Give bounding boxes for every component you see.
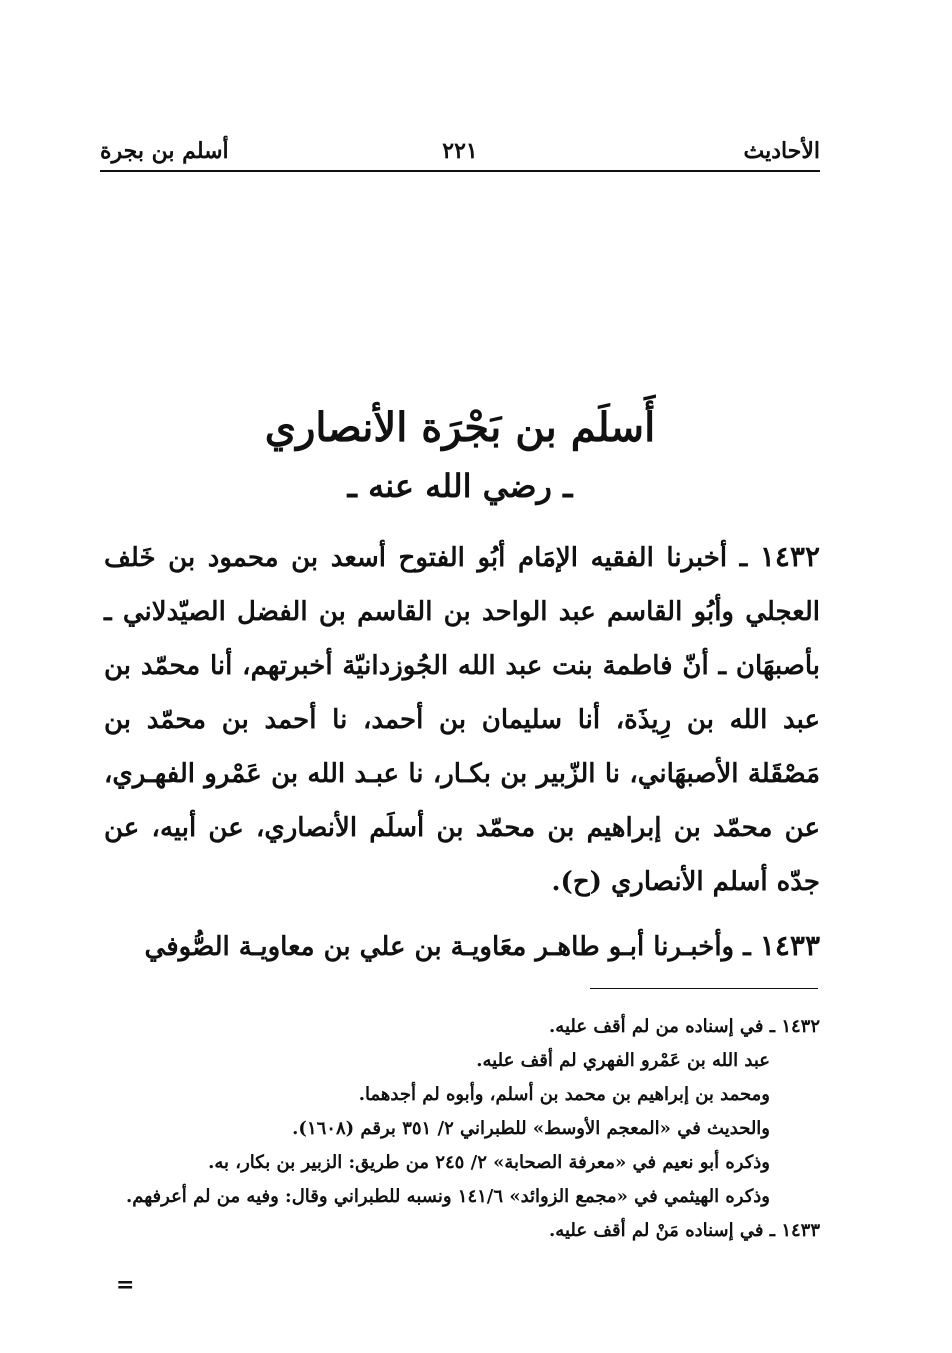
running-header bbox=[100, 130, 820, 170]
hadith-text: ـ وأخبـرنا أبـو طاهـر معَاويـة بن علي بن معاويـة الصُّوفي bbox=[144, 932, 760, 962]
chapter-title: أَسلَم بن بَجْرَة الأنصاري bbox=[264, 404, 656, 451]
hadith-text: ـ أخبرنا الفقيه الإمَام أبُو الفتوح أسعد بن محمود بن خَلف العجلي وأبُو القاسم عبد الواحد بن القاسم بن الفضل الصيّدلاني ـ بأصبهَان ـ أنّ فاطمة بنت عبد الله الجُوزدانيّة أخبرتهم، أنا محمّد بن عبد الله بن رِيذَة، أنا سليمان بن أحمد، نا أحمد بن محمّد بن مَصْقَلة الأصبهَاني، نا الزّبير بن بكـار، نا عبـد الله بن عَمْرو الفهـري، عن محمّد بن إبراهيم بن محمّد بن أسلَم الأنصاري، عن أبيه، عن جدّه أسلم الأنصاري (ح). bbox=[104, 543, 820, 897]
footnote-line: ومحمد بن إبراهيم بن محمد بن أسلم، وأبوه لم أجدهما. bbox=[358, 1084, 770, 1105]
chapter-subtitle: ـ رضي الله عنه ـ bbox=[347, 467, 573, 505]
footnote-line: والحديث في «المعجم الأوسط» للطبراني ٢/ ٣٥١ برقم (١٦٠٨). bbox=[292, 1118, 770, 1139]
chapter-running-title: أسلم بن بجرة bbox=[100, 138, 229, 164]
page-number: ٢٢١ bbox=[442, 138, 478, 164]
footnote-rule bbox=[590, 988, 818, 989]
hadith-number: ١٤٣٣ bbox=[759, 929, 820, 962]
hadith-body bbox=[104, 530, 820, 974]
hadith-paragraph bbox=[104, 530, 820, 909]
hadith-paragraph bbox=[104, 919, 820, 974]
footnotes bbox=[104, 1010, 820, 1248]
footnote-heading: ١٤٣٣ ـ في إسناده مَنْ لم أقف عليه. bbox=[549, 1220, 820, 1241]
footnote-line: وذكره الهيثمي في «مجمع الزوائد» ١٤١/٦ ونسبه للطبراني وقال: وفيه من لم أعرفهم. bbox=[125, 1186, 770, 1207]
continuation-mark: = bbox=[116, 1272, 135, 1298]
header-rule bbox=[100, 170, 820, 172]
footnote-line: عبد الله بن عَمْرو الفهري لم أقف عليه. bbox=[476, 1050, 770, 1071]
footnote-line: وذكره أبو نعيم في «معرفة الصحابة» ٢/ ٢٤٥ من طريق: الزبير بن بكار، به. bbox=[208, 1152, 770, 1173]
footnote-heading: ١٤٣٢ ـ في إسناده من لم أقف عليه. bbox=[549, 1016, 820, 1037]
hadith-number: ١٤٣٢ bbox=[759, 540, 820, 573]
section-title: الأحاديث bbox=[743, 138, 820, 164]
